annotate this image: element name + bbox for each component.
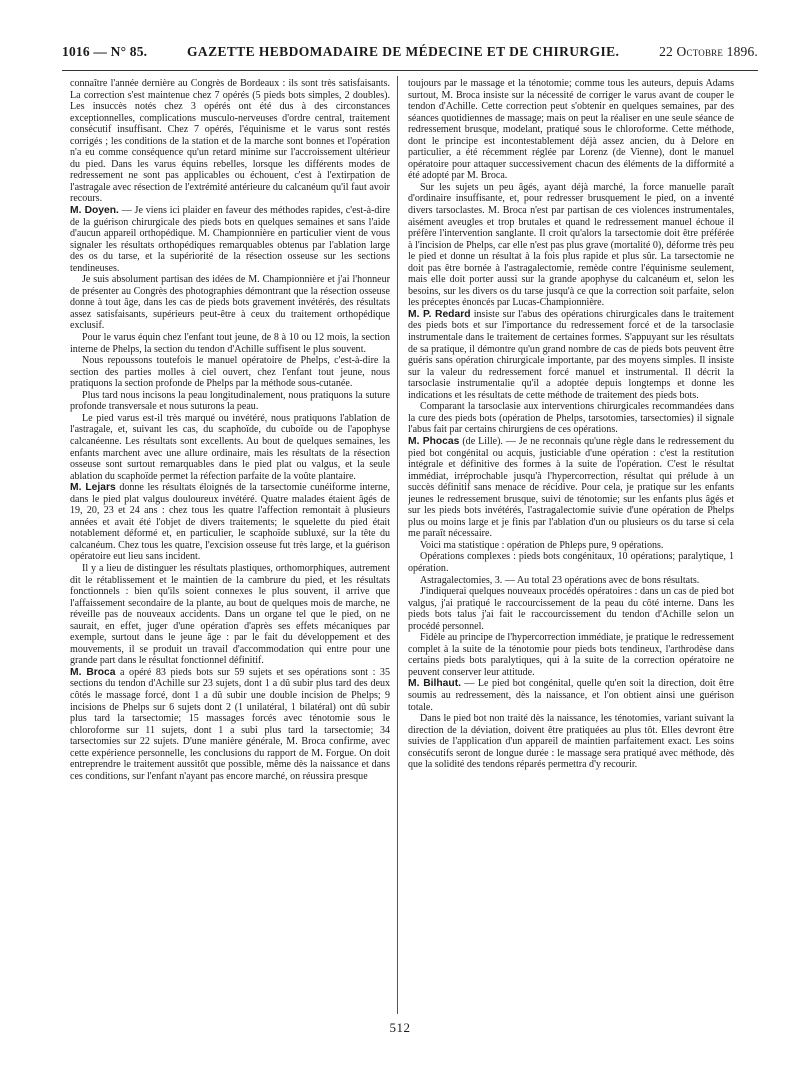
paragraph-text: donne les résultats éloignés de la tarsectomie cunéiforme interne, dans le pied plat valgus douloureux invétéré. Quatre malades étaient âgés de 19, 20, 23 et 24 ans : chez tous les quatre l'affection remontait à plusieurs années et avait été l'objet de divers traitements; le squelette du pied était notablement déformé et, en particulier, le scaphoïde subluxé, sur la tête du calcanéum. Chez tous les quatre, l'excision osseuse fut très large, et la guérison opératoire eut lieu sans incident.	[70, 482, 390, 563]
paragraph-text: J'indiquerai quelques nouveaux procédés opératoires : dans un cas de pied bot valgus, j'ai pratiqué le raccourcissement de la peau du côté interne. Dans les pieds bots talus j'ai fait le raccourcissement du tendon d'Achille selon un procédé personnel.	[408, 586, 734, 632]
paragraph	[70, 482, 390, 563]
paragraph-text: (de Lille). — Je ne reconnais qu'une règle dans le redressement du pied bot congénital ou acquis, justiciable d'une opération : c'est la restitution intégrale et définitive des formes à la suite de l'opération. C'est le résultat immédiat, irréprochable jusqu'à l'hypercorrection, résultat qui prélude à un succès définitif sans menace de récidive. Pour cela, je pratique sur les enfants jeunes le redressement brusque, suivi de ténotomie; sur les enfants plus âgés et sur les pieds bots invétérés, l'astragalectomie suivie d'une opération de Phelps plus ou moins large et je finis par l'ablation d'un ou plusieurs os du tarse si cela me paraît nécessaire.	[408, 435, 734, 540]
paragraph	[408, 401, 734, 436]
paragraph	[70, 205, 390, 274]
speaker-name: M. Phocas	[408, 435, 460, 447]
journal-title: GAZETTE HEBDOMADAIRE DE MÉDECINE ET DE CHIRURGIE.	[187, 44, 620, 59]
column-divider	[397, 76, 398, 1014]
paragraph	[408, 78, 734, 182]
paragraph	[70, 332, 390, 355]
paragraph	[408, 540, 734, 552]
issue-date: 22 Octobre 1896.	[659, 44, 758, 59]
paragraph-text: toujours par le massage et la ténotomie; comme tous les auteurs, depuis Adams surtout, M. Broca insiste sur la nécessité de corriger le varus avant de couper le tendon d'Achille. Cette correction peut s'obtenir en quelques semaines, par des séances quotidiennes de massage; mais on peut la réaliser en une seule séance de redressement brusque, modelant, pratiqué sous le chloroforme. Cette méthode, dont le principe est incontestablement déjà assez ancien, du à Delore en particulier, a été récemment réglée par Lorenz (de Vienne), dont le manuel opératoire pour attaquer successivement chacun des éléments de la difformité a été adopté par M. Broca.	[408, 78, 734, 182]
paragraph-text: Je suis absolument partisan des idées de M. Championnière et j'ai l'honneur de présenter au Congrès des photographies démontrant que la résection osseuse donne à tout âge, dans les cas de pieds bots gravement invétérés, des résultats assez satisfaisants, supérieurs peut-être à ceux du traitement orthopédique exclusif.	[70, 274, 390, 332]
paragraph-text: connaître l'année dernière au Congrès de Bordeaux : ils sont très satisfaisants. La correction s'est maintenue chez 7 opérés (5 pieds bots simples, 2 doubles). Les insuccès notés chez 3 opérés ont été dus à des circonstances exceptionnelles, complications musculo-nerveuses d'ordre central, traitement consécutif insuffisant. Chez 7 opérés, l'équinisme et le varus sont restés corrigés ; les conditions de la station et de la marche sont bonnes et l'opération n'a eu comme conséquence qu'un retard minime sur l'accroissement ultérieur du pied. Dans les varus équins rebelles, lorsque les différents modes de redressement ne sont pas applicables ou échouent, c'est à l'extirpation de l'astragale avec résection de l'extrémité antérieure du calcanéum qu'il faut avoir recours.	[70, 78, 390, 205]
page-number: 512	[389, 1020, 411, 1035]
paragraph-text: Comparant la tarsoclasie aux interventions chirurgicales recommandées dans la cure des pieds bots (opération de Phelps, tarsotomies, tarsectomies) il signale l'abus fait par certains chirurgiens de ces opérations.	[408, 401, 734, 436]
speaker-name: M. Broca	[70, 666, 116, 678]
speaker-name: M. Doyen.	[70, 205, 119, 217]
page-reference: 1016 — N° 85.	[62, 44, 148, 59]
paragraph-text: Fidèle au principe de l'hypercorrection immédiate, je pratique le redressement complet à la suite de la ténotomie pour pieds bots tendineux, l'arthrodèse dans certains pieds bots paralytiques, qui à la suite de la correction opératoire ne peuvent conserver leur attitude.	[408, 632, 734, 678]
paragraph	[408, 182, 734, 309]
paragraph-text: Nous repoussons toutefois le manuel opératoire de Phelps, c'est-à-dire la section des parties molles à ciel ouvert, chez l'enfant tout jeune, nous pratiquons la section profonde de Phelps par la méthode sous-cutanée.	[70, 355, 390, 390]
paragraph-text: — Le pied bot congénital, quelle qu'en soit la direction, doit être soumis au redressement, dès la naissance, et l'on obtient ainsi une guérison totale.	[408, 678, 734, 713]
paragraph-text: insiste sur l'abus des opérations chirurgicales dans le traitement des pieds bots et sur l'importance du redressement forcé et de la tarsoclasie instrumentale dans le traitement de certaines formes. S'appuyant sur les résultats de sa pratique, il démontre qu'un grand nombre de cas de pieds bots peuvent être guéris sans opération chirurgicale importante, par des moyens simples. Il insiste sur la valeur du redressement forcé manuel et instrumental. Il décrit la tarsoclasie instrumentalie qu'il a adoptée depuis longtemps et donne les indications et les résultats de cette méthode de traitement des pieds bots.	[408, 308, 734, 401]
running-header	[62, 44, 758, 66]
paragraph	[70, 667, 390, 782]
paragraph	[70, 355, 390, 390]
paragraph-text: Dans le pied bot non traité dès la naissance, les ténotomies, variant suivant la direction de la déviation, doivent être pratiquées au plus tôt. Elles devront être suivies de l'application d'un appareil de maintien parfaitement exact. Les soins consécutifs seront de longue durée : le massage sera pratiqué avec méthode, dès que la solidité des tendons réparés permettra d'y recourir.	[408, 713, 734, 771]
speaker-name: M. P. Redard	[408, 308, 471, 320]
paragraph-text: Opérations complexes : pieds bots congénitaux, 10 opérations; paralytique, 1 opération.	[408, 551, 734, 574]
paragraph	[408, 551, 734, 574]
paragraph-text: Le pied varus est-il très marqué ou invétéré, nous pratiquons l'ablation de l'astragale, et, suivant les cas, du scaphoïde, du cuboïde ou de l'apophyse calcanéenne. Les résultats sont excellents. Au bout de quelques semaines, les enfants marchent avec une allure ordinaire, mais les résultats de la résection osseuse sont surtout remarquables dans le pied plat ou valgus, et la seule ablation du scaphoïde permet la réfection parfaite de la voûte plantaire.	[70, 412, 390, 482]
paragraph-text: — Je viens ici plaider en faveur des méthodes rapides, c'est-à-dire de la guérison chirurgicale des pieds bots en quelques semaines et sans l'aide d'aucun appareil orthopédique. M. Championnière en particulier vient de vous signaler les résultats orthopédiques remarquables obtenus par l'ablation large des os du tarse, et la supériorité de la résection osseuse sur les sections tendineuses.	[70, 205, 390, 274]
left-column	[70, 78, 390, 1018]
paragraph	[408, 632, 734, 678]
paragraph-text: Voici ma statistique : opération de Phleps pure, 9 opérations.	[420, 539, 664, 551]
paragraph	[70, 413, 390, 482]
speaker-name: M. Lejars	[70, 482, 116, 494]
paragraph	[408, 678, 734, 713]
paragraph	[70, 390, 390, 413]
paragraph	[408, 586, 734, 632]
header-rule	[62, 70, 758, 71]
paragraph	[70, 563, 390, 667]
paragraph-text: Sur les sujets un peu âgés, ayant déjà marché, la force manuelle paraît d'ordinaire insuffisante, et, pour redresser brusquement le pied, on a inventé divers tarsoclastes. M. Broca n'est par partisan de ces violences instrumentales, aisément aveugles et trop brutales et quand le redressement manuel échoue il préfère l'intervention sanglante. Il croit qu'alors la tarsectomie doit être préférée à l'incision de Phelps, car elle n'est pas plus grave (mortalité 0), déforme très peu le pied et donne un résultat à la fois plus rapide et plus sûr. La tarsectomie ne doit pas être bornée à l'astragalectomie, remède contre l'équinisme seulement, mais elle doit porter aussi sur la grande apophyse du calcanéum et, selon les besoins, sur les divers os du tarse jusqu'à ce que la correction soit parfaite, selon les préceptes énoncés par Lucas-Championnière.	[408, 181, 734, 309]
paragraph-text: a opéré 83 pieds bots sur 59 sujets et ses opérations sont : 35 sections du tendon d'Achille sur 23 sujets, dont 1 a dû subir plus tard des deux côtés le massage forcé, dont 1 a dû subir une double incision de Phelps; 9 incisions de Phelps sur 6 sujets dont 2 (1 unilatéral, 1 bilatéral) ont dû subir plus tard la tarsectomie; 15 massages forcés avec ténotomie sous le chloroforme sur 11 sujets, dont 1 a subi plus tard la tarsectomie; 34 tarsectomies sur 22 sujets. D'une manière générale, M. Broca confirme, avec cette expérience personnelle, les conclusions du rapport de M. Forgue. On doit entreprendre le traitement aussitôt que possible, même dès la naissance et dans ces conditions, sur l'enfant n'ayant pas encore marché, on réussira presque	[70, 666, 390, 782]
paragraph	[70, 78, 390, 205]
paragraph	[408, 309, 734, 401]
paragraph	[408, 575, 734, 587]
paragraph-text: Pour le varus équin chez l'enfant tout jeune, de 8 à 10 ou 12 mois, la section interne de Phelps, la section du tendon d'Achille suffisent le plus souvent.	[70, 332, 390, 355]
paragraph-text: Plus tard nous incisons la peau longitudinalement, nous pratiquons la suture profonde transversale et nous suturons la peau.	[70, 389, 390, 413]
paragraph	[408, 713, 734, 771]
paragraph	[408, 436, 734, 540]
right-column	[408, 78, 734, 1018]
paragraph-text: Il y a lieu de distinguer les résultats plastiques, orthomorphiques, autrement dit le rétablissement et le maintien de la cambrure du pied, et les résultats fonctionnels : bien qu'ils soient connexes le plus souvent, il arrive que l'affaissement secondaire de la plante, au bout de quelques mois de marche, ne réveille pas de nouveaux accidents. Dans un organe tel que le pied, on ne saurait, en effet, juger d'une opération d'après ses effets mécaniques par exemple, surtout dans le jeune âge : par le fait du développement et des mouvements, il se produit un travail d'accommodation qui entre pour une grande part dans le résultat fonctionnel définitif.	[70, 562, 390, 667]
paragraph	[70, 274, 390, 332]
paragraph-text: Astragalectomies, 3. — Au total 23 opérations avec de bons résultats.	[420, 574, 700, 586]
speaker-name: M. Bilhaut.	[408, 678, 461, 690]
